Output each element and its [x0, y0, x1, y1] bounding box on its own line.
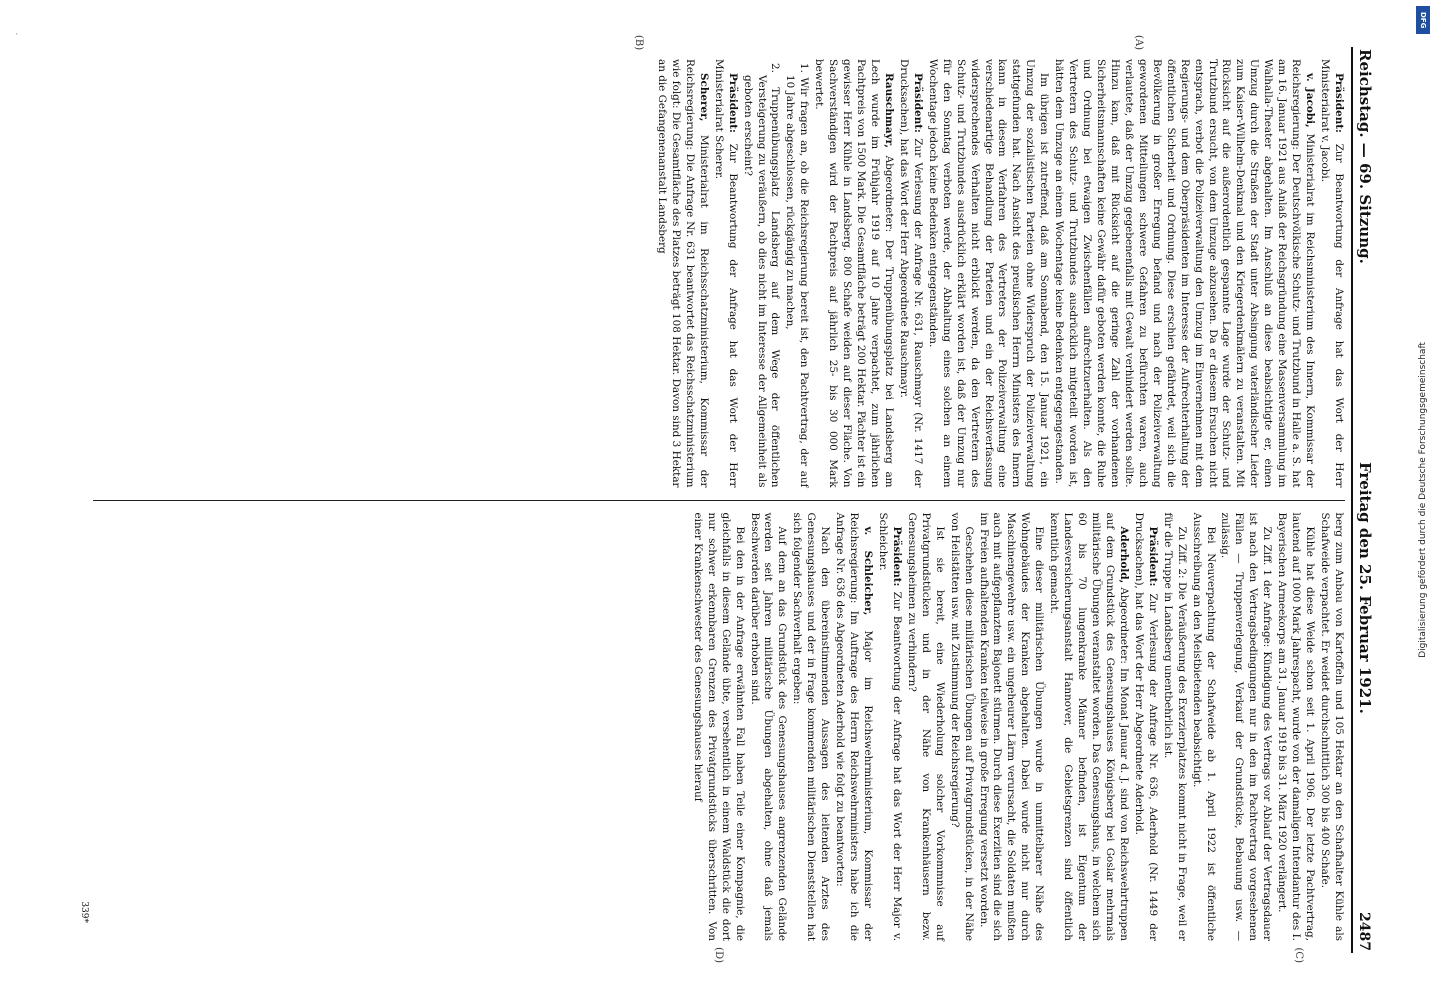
- paragraph-text: 1. Wir fragen an, ob die Reichsregierung bereit ist, den Pachtvertrag, der auf 10 Jahre abgeschlossen, rückgängig zu machen,: [784, 63, 811, 488]
- paragraph-text: Major im Reichswehrministerium, Kommissar der Reichsregierung: Im Auftrage des Herrn Reichswehrministers habe ich die Anfrage Nr. 636 des Abgeordneten Aderhold wie folgt zu beantworten:: [834, 512, 875, 941]
- paragraph-text: Abgeordneter: Der Truppenübungsplatz bei Landsberg am Lech wurde im Frühjahr 1919 auf 10 Jahre verpachtet, zum jährlichen Pachtpreis von 1500 Mark. Die Gesamtfläche beträgt 200 Hektar. Pächter ist ein gewisser Herr Kühle in Landsberg. 800 Schafe weiden auf dieser Fläche. Von Sachverständigen wird der Pachtpreis auf jährlich 25- bis 30 000 Mark bewertet.: [813, 59, 895, 488]
- speaker-name: Präsident:: [726, 73, 739, 133]
- speaker-name: Präsident:: [890, 526, 903, 587]
- column-left: [93, 35, 1345, 500]
- paragraph-text: Bei den in der Anfrage erwähnten Fall haben Teile einer Kompagnie, die gleichfalls in diesem Gelände übte, versehentlich in einem Waldstück die dort nur schwer erkennbaren Grenzen des Privatgrundstücks überschritten. Von einer Krankenschwester des Genesungshauses hierauf: [691, 512, 746, 941]
- paragraph-text: 2. Truppenübungsplatz Landsberg auf dem Wege der öffentlichen Versteigerung zu veräußern, ob dies nicht im Interesse der Allgemeinheit als geboten erscheint?: [741, 63, 782, 488]
- paragraph: [783, 63, 811, 488]
- paragraph: [740, 63, 782, 488]
- text-columns: [93, 35, 1345, 963]
- paragraph: [1218, 513, 1274, 942]
- paragraph-text: Ministerialrat im Reichsministerium des Innern, Kommissar der Reichsregierung: Der Deutschvölkische Schutz- und Trutzbund in Halle a. S. hat am 16. Januar 1921 aus Anlaß der Reichsgründung eine Massenversammlung im Walhalla-Theater abgehalten. Im Anschluß an diese beabsichtigte er, einen Umzug durch die Straßen der Stadt unter Absingung vaterländischer Lieder zum Kaiser-Wilhelm-Denkmal und den Kriegerdenkmälern zu veranstalten. Mit Rücksicht auf die außerordentlich gespannte Lage wurde der Schutz- und Trutzbund ersucht, von dem Umzuge abzusehen. Da er diesem Ersuchen nicht entsprach, verbot die Polizeiverwaltung den Umzug im Einvernehmen mit dem Regierungs- und dem Oberpräsidenten im Interesse der Aufrechterhaltung der öffentlichen Sicherheit und Ordnung. Diese erschien gefährdet, weil sich die Bevölkerung in großer Erregung befand und nach der Polizeiverwaltung gewordenen Mitteilungen schwere Gefahren zu befürchten waren, auch verlautete, daß der Umzug gegebenenfalls mit Gewalt verhindert werden sollte. Hinzu kam, daß mit Rücksicht auf die geringe Zahl der vorhandenen Sicherheitsmannschaften keine Gewähr dafür geboten werden konnte, die Ruhe und Ordnung bei etwaigen Zwischenfällen aufrechtzuerhalten. Als den Vertretern des Schutz- und Trutzbundes ausdrücklich mitgeteilt worden ist, hätten dem Umzuge an einem Wochentage keine Bedenken entgegengestanden.: [1053, 59, 1317, 488]
- paragraph-text: Zur Beantwortung der Anfrage hat das Wort der Herr Ministerialrat v. Jacobi.: [1319, 59, 1345, 488]
- page-header: [1351, 47, 1374, 953]
- paragraph-text: Zur Beantwortung der Anfrage hat das Wort der Herr Major v. Schleicher.: [877, 512, 903, 941]
- paragraph-text: Zu Ziff. 2: Die Veräußerung des Exerzierplatzes kommt nicht in Frage, weil er für die Truppe in Landsberg unentbehrlich ist.: [1161, 512, 1188, 941]
- paragraph-text: Ist sie bereit, eine Wiederholung solcher Vorkommnisse auf Privatgrundstücken und in der Nähe von Krankenhäusern bezw. Genesungsheimen zu verhindern?: [905, 512, 946, 941]
- paragraph: [1274, 513, 1316, 942]
- header-left: Reichstag. — 69. Sitzung.: [1356, 49, 1374, 264]
- paragraph: [1317, 513, 1345, 942]
- paragraph: [976, 513, 1046, 942]
- paragraph: [875, 513, 903, 942]
- margin-marker-b: (B): [633, 35, 644, 51]
- paragraph-text: Zu Ziff. 1 der Anfrage: Kündigung des Vertrags vor Ablauf der Vertragsdauer ist nach den Vertragsbedingungen nur in den im Pachtvertrag vorgesehenen Fällen — Truppenverlegung, Verkauf der Grundstücke, Bebauung usw. — zulässig.: [1219, 512, 1274, 941]
- paragraph: [711, 59, 739, 488]
- margin-marker-a: (A): [1133, 35, 1144, 51]
- speaker-name: v. Jacobi,: [1304, 73, 1317, 128]
- paragraph: [904, 513, 946, 942]
- scan-speck: ·: [14, 30, 20, 40]
- speaker-name: v. Schleicher,: [862, 526, 875, 616]
- digitization-band: [1412, 0, 1434, 1000]
- paragraph: [747, 513, 789, 942]
- margin-marker-d: (D): [713, 947, 724, 963]
- paragraph-text: Auf dem an das Grundstück des Genesungshauses angrenzenden Gelände werden seit Jahren militärische Übungen abgehalten, ohne daß jemals Beschwerden darüber erhoben sind.: [748, 512, 789, 941]
- header-date: Freitag den 25. Februar 1921.: [1356, 461, 1374, 714]
- paragraph: [1160, 513, 1188, 942]
- paragraph: [947, 513, 975, 942]
- paragraph-text: Zur Beantwortung der Anfrage hat das Wort der Herr Ministerialrat Scherer.: [712, 59, 739, 488]
- paragraph-text: Bei Neuverpachtung der Schafweide ab 1. April 1922 ist öffentliche Ausschreibung an den Meistbietenden beabsichtigt.: [1190, 512, 1217, 941]
- paragraph: [896, 59, 924, 488]
- paragraph: [925, 59, 1050, 488]
- margin-marker-c: (C): [1293, 947, 1304, 963]
- paragraph: [832, 513, 874, 942]
- paragraph-text: Abgeordneter: Im Monat Januar d. J. sind von Reichswehrtruppen auf dem Grundstück des Genesungshauses Königsberg bei Goslar mehrmals militärische Übungen veranstaltet worden. Das Genesungshaus, in welchem sich 60 bis 70 lungenkranke Männer befinden, ist Eigentum der Landesversicherungsanstalt Hannover, die Gebietsgrenzen sind öffentlich kenntlich gemacht.: [1048, 512, 1130, 941]
- speaker-name: Aderhold,: [1117, 526, 1130, 584]
- speaker-name: Scherer,: [697, 73, 710, 122]
- paragraph-text: Nach den übereinstimmenden Aussagen des leitenden Arztes des Genesungshauses und der in Frage kommenden militärischen Dienststellen hat sich folgender Sachverhalt ergeben:: [791, 512, 832, 941]
- paragraph-text: Geschehen diese militärischen Übungen auf Privatgrundstücken, in der Nähe von Heilstätten usw. mit Zustimmung der Reichsregierung?: [948, 512, 975, 941]
- speaker-name: Präsident:: [1146, 526, 1159, 587]
- paragraph-text: Ministerialrat im Reichsschatzministerium, Kommissar der Reichsregierung: Die Anfrage Nr. 631 beantwortet das Reichsschatzministerium wie folgt: Die Gesamtfläche des Platzes beträgt 108 Hektar. Davon sind 3 Hektar an die Gefangenenanstalt Landsberg: [656, 59, 710, 488]
- paragraph-text: berg zum Anbau von Kartoffeln und 105 Hektar an den Schafhalter Kühle als Schafweide verpachtet. Er weidet durchschnittlich 300 bis 400 Schafe.: [1319, 512, 1345, 941]
- speaker-name: Rauschmayr,: [883, 73, 895, 148]
- speaker-name: Präsident:: [911, 73, 924, 133]
- paragraph: [1046, 513, 1130, 942]
- paragraph-text: Kühle hat diese Weide schon seit 1. April 1906. Der letzte Pachtvertrag, lautend auf 1000 Mark Jahrespacht, wurde von der damaligen Intendantur des I. Bayerischen Armeekorps am 31. Januar 1919 bis 31. März 1920 verlängert.: [1276, 512, 1317, 941]
- paragraph: [1051, 59, 1316, 488]
- signature-mark: 339*: [79, 901, 89, 923]
- digitization-note: Digitalisierung gefördert durch die Deutsche Forschungsgemeinschaft: [1418, 342, 1428, 658]
- paragraph-text: Im übrigen ist zutreffend, daß am Sonnabend, den 15. Januar 1921, ein Umzug der sozialistischen Parteien ohne Widerspruch der Polizeiverwaltung stattgefunden hat. Nach Ansicht des preußischen Herrn Ministers des Innern kann in diesem Verfahren des Vertreters der Polizeiverwaltung eine verschiedenartige Behandlung der Parteien und ein der Reichsverfassung widersprechendes Verhalten nicht erblickt werden, da den Vertretern des Schutz- und Trutzbundes ausdrücklich erklärt worden ist, daß der Umzug nur für den Sonntag verboten werde, der Abhaltung eines solchen an einem Wochentage jedoch keine Bedenken entgegenständen.: [926, 59, 1051, 488]
- paragraph-text: Zur Verlesung der Anfrage Nr. 631, Rauschmayr (Nr. 1417 der Drucksachen), hat das Wort der Herr Abgeordnete Rauschmayr.: [897, 59, 924, 488]
- paragraph: [1189, 513, 1217, 942]
- paragraph: [654, 59, 710, 488]
- paragraph-text: Zur Verlesung der Anfrage Nr. 636, Aderhold (Nr. 1449 der Drucksachen), hat das Wort der Herr Abgeordnete Aderhold.: [1132, 512, 1159, 941]
- paragraph-text: Eine dieser militärischen Übungen wurde in unmittelbarer Nähe des Wohngebäudes der Kranken abgehalten. Dabei wurde nicht nur durch Maschinengewehre usw. ein ungeheurer Lärm verursacht, die Soldaten mußten auch mit aufgepflanztem Bajonett stürmen. Durch diese Exerzitien sind die sich im Freien aufhaltenden Kranken teilweise in große Erregung versetzt worden.: [977, 512, 1046, 941]
- paragraph: [1317, 59, 1345, 488]
- page-number: 2487: [1356, 912, 1372, 951]
- speaker-name: Präsident:: [1333, 73, 1345, 133]
- paragraph: [811, 59, 895, 488]
- paragraph: [789, 513, 831, 942]
- rotated-document-page: [52, 35, 1382, 965]
- paragraph: [690, 513, 746, 942]
- dfg-logo: DFG: [1416, 6, 1430, 34]
- column-right: [93, 500, 1345, 963]
- paragraph: [1131, 513, 1159, 942]
